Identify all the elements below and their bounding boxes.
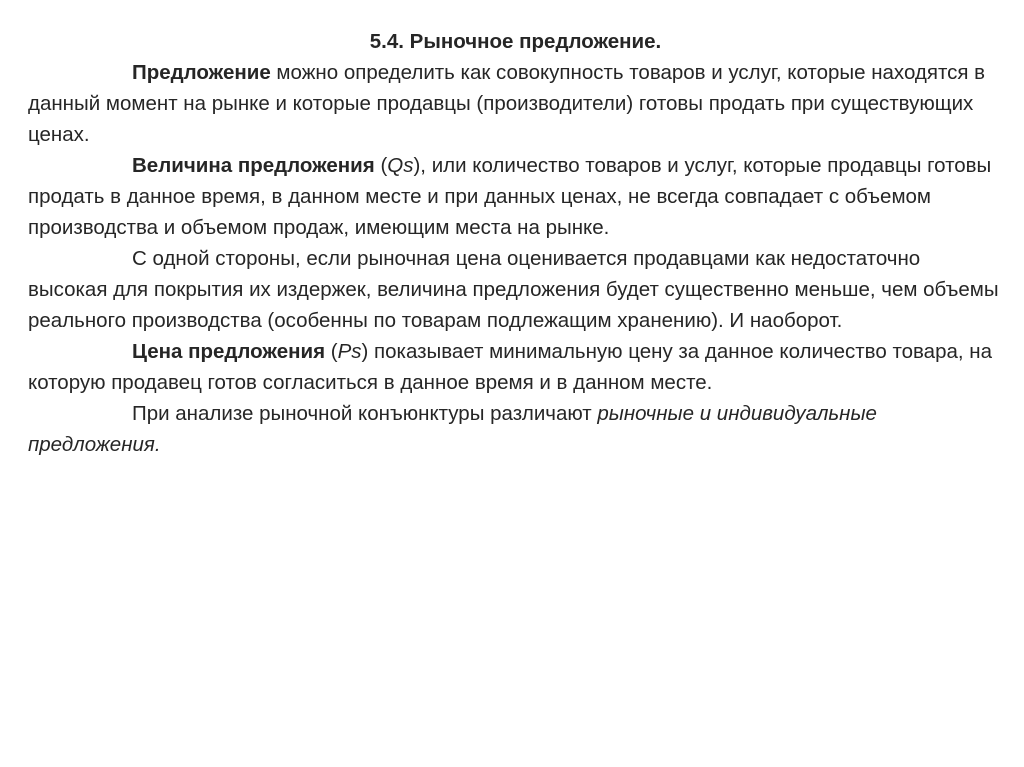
paren-open: ( bbox=[325, 340, 338, 363]
page-title: 5.4. Рыночное предложение. bbox=[369, 30, 662, 53]
term-supply: Предложение bbox=[132, 61, 271, 84]
slide-content bbox=[28, 26, 1003, 460]
price-effect-text: С одной стороны, если рыночная цена оценивается продавцами как недостаточно высокая для покрытия их издержек, величина предложения будет существенно меньше, чем объемы реального производства (особенны по товарам подлежащим хранению). И наоборот. bbox=[28, 247, 999, 332]
paragraph-market-analysis bbox=[28, 398, 1003, 460]
market-analysis-italic: рыночные и индивидуальные предложения. bbox=[28, 402, 877, 456]
term-supply-price: Цена предложения bbox=[132, 340, 326, 363]
paragraph-supply-price bbox=[28, 336, 1003, 398]
supply-definition-text: можно определить как совокупность товаров и услуг, которые находятся в данный момент на рынке и которые продавцы (производители) готовы продать при существующих ценах. bbox=[28, 61, 986, 146]
symbol-ps: Ps bbox=[337, 340, 362, 363]
term-quantity-supplied: Величина предложения bbox=[132, 154, 375, 177]
market-analysis-text: При анализе рыночной конъюнктуры различают bbox=[132, 402, 598, 425]
quantity-supplied-text: ), или количество товаров и услуг, которые продавцы готовы продать в данное время, в данном месте и при данных ценах, не всегда совпадает с объемом производства и объемом продаж, имеющим места на рынке. bbox=[28, 154, 992, 239]
symbol-qs: Qs bbox=[387, 154, 414, 177]
paragraph-quantity-supplied bbox=[28, 150, 1003, 243]
paren-open: ( bbox=[374, 154, 388, 177]
supply-price-text: ) показывает минимальную цену за данное количество товара, на которую продавец готов согласиться в данное время и в данном месте. bbox=[28, 340, 992, 394]
paragraph-supply-definition bbox=[28, 57, 1003, 150]
paragraph-price-effect bbox=[28, 243, 1003, 336]
